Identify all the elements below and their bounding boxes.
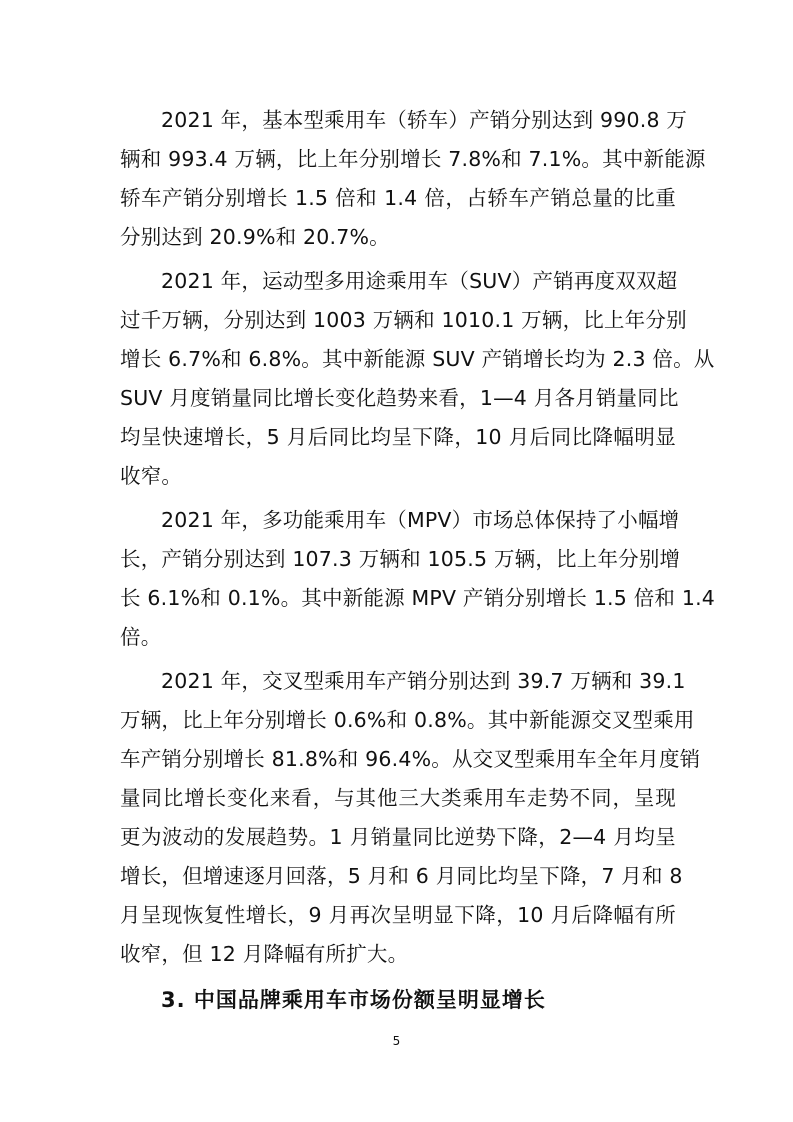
- paragraph-1-line-4: 分别达到 20.9%和 20.7%。: [120, 225, 390, 249]
- paragraph-2-line-5: 均呈快速增长，5 月后同比均呈下降，10 月后同比降幅明显: [120, 425, 676, 449]
- page-number: 5: [392, 1034, 401, 1048]
- paragraph-4-line-7: 月呈现恢复性增长，9 月再次呈明显下降，10 月后降幅有所: [120, 903, 676, 927]
- paragraph-1-line-2: 辆和 993.4 万辆，比上年分别增长 7.8%和 7.1%。其中新能源: [120, 147, 706, 171]
- paragraph-2-line-4: SUV 月度销量同比增长变化趋势来看，1—4 月各月销量同比: [120, 386, 679, 410]
- paragraph-2-line-3: 增长 6.7%和 6.8%。其中新能源 SUV 产销增长均为 2.3 倍。从: [120, 347, 715, 371]
- paragraph-4-line-4: 量同比增长变化来看，与其他三大类乘用车走势不同，呈现: [120, 786, 676, 810]
- paragraph-1-line-1: 2021 年，基本型乘用车（轿车）产销分别达到 990.8 万: [161, 108, 688, 132]
- paragraph-4-line-2: 万辆，比上年分别增长 0.6%和 0.8%。其中新能源交叉型乘用: [120, 708, 695, 732]
- paragraph-4-line-6: 增长，但增速逐月回落，5 月和 6 月同比均呈下降，7 月和 8: [120, 864, 683, 888]
- paragraph-3-line-3: 长 6.1%和 0.1%。其中新能源 MPV 产销分别增长 1.5 倍和 1.4: [120, 586, 716, 610]
- paragraph-3-line-1: 2021 年，多功能乘用车（MPV）市场总体保持了小幅增: [161, 508, 680, 532]
- paragraph-3-line-4: 倍。: [120, 625, 162, 649]
- paragraph-3-line-2: 长，产销分别达到 107.3 万辆和 105.5 万辆，比上年分别增: [120, 547, 681, 571]
- paragraph-2-line-1: 2021 年，运动型多用途乘用车（SUV）产销再度双双超: [161, 269, 678, 293]
- paragraph-4-line-1: 2021 年，交叉型乘用车产销分别达到 39.7 万辆和 39.1: [161, 669, 686, 693]
- paragraph-2-line-6: 收窄。: [120, 464, 183, 488]
- section-heading: 3. 中国品牌乘用车市场份额呈明显增长: [161, 988, 546, 1012]
- paragraph-4-line-8: 收窄，但 12 月降幅有所扩大。: [120, 942, 409, 966]
- paragraph-1-line-3: 轿车产销分别增长 1.5 倍和 1.4 倍，占轿车产销总量的比重: [120, 186, 676, 210]
- paragraph-4-line-5: 更为波动的发展趋势。1 月销量同比逆势下降，2—4 月均呈: [120, 825, 676, 849]
- paragraph-2-line-2: 过千万辆，分别达到 1003 万辆和 1010.1 万辆，比上年分别: [120, 308, 687, 332]
- paragraph-4-line-3: 车产销分别增长 81.8%和 96.4%。从交叉型乘用车全年月度销: [120, 747, 701, 771]
